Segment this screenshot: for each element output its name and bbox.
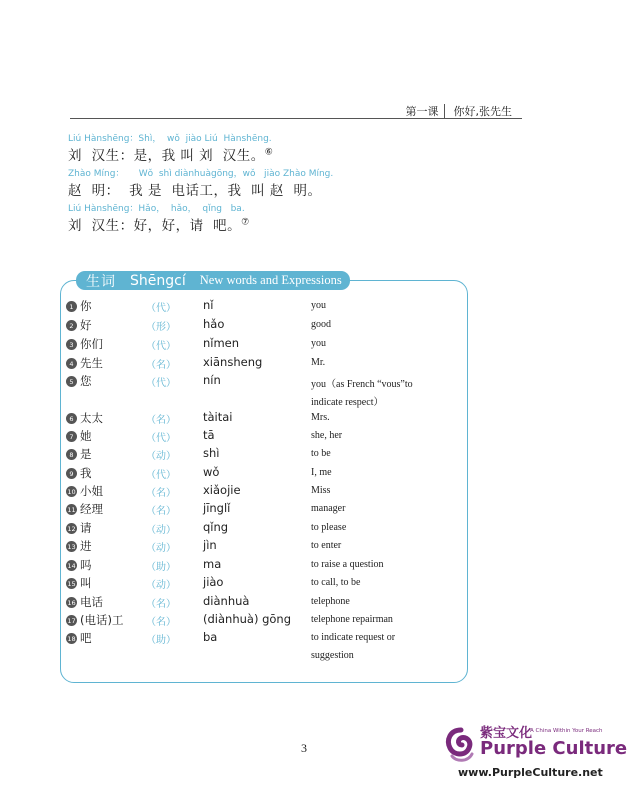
vocab-word: 小姐	[80, 484, 103, 498]
vocab-english: telephone repairman	[311, 614, 393, 625]
vocab-english: to please	[311, 522, 347, 533]
vocab-pinyin: nǐ	[203, 298, 214, 312]
purple-culture-watermark	[444, 720, 627, 788]
vocab-pinyin: ma	[203, 557, 222, 571]
vocab-number-badge: 3	[66, 339, 77, 350]
vocab-number-badge: 10	[67, 487, 76, 496]
vocab-word: (电话)工	[80, 613, 124, 627]
vocab-number-badge: 17	[67, 616, 76, 625]
dialogue-text: 赵 明： 我 是 电话工，我 叫 赵 明。	[68, 183, 322, 199]
dialogue-text: 刘 汉生：是，我 叫 刘 汉生。	[68, 148, 265, 164]
vocab-number-badge: 11	[67, 505, 76, 514]
vocab-title-zh: 生词	[86, 273, 116, 290]
vocab-word: 你	[80, 299, 92, 313]
vocab-english-continued: indicate respect）	[311, 397, 384, 408]
vocab-pinyin: qǐng	[203, 520, 229, 534]
footnote-marker: ⑥	[264, 147, 274, 158]
vocab-word: 你们	[80, 337, 103, 351]
vocab-english: to indicate request or	[311, 632, 396, 643]
vocab-english: Mr.	[311, 357, 326, 368]
vocab-number-badge: 12	[67, 524, 76, 533]
vocab-english: telephone	[311, 596, 350, 607]
vocab-part-of-speech: （名）	[146, 599, 176, 610]
dialogue	[68, 131, 538, 236]
vocab-word: 吗	[80, 558, 92, 572]
vocab-word: 太太	[80, 411, 103, 425]
vocab-part-of-speech: （形）	[146, 322, 176, 333]
vocab-english: Miss	[311, 485, 331, 496]
vocab-part-of-speech: （动）	[146, 543, 176, 554]
vocab-title	[76, 271, 350, 290]
vocab-number-badge: 18	[67, 634, 76, 643]
vocab-word: 请	[80, 521, 92, 535]
vocab-part-of-speech: （名）	[146, 360, 176, 371]
vocab-number-badge: 15	[67, 579, 76, 588]
vocab-part-of-speech: （名）	[146, 506, 176, 517]
watermark-url: www.PurpleCulture.net	[458, 766, 603, 779]
vocab-word: 是	[80, 447, 92, 461]
dialogue-hanzi	[68, 144, 538, 166]
vocab-part-of-speech: （助）	[146, 635, 176, 646]
vocab-part-of-speech: （动）	[146, 451, 176, 462]
dialogue-pinyin: Zhào Míng： Wǒ shì diànhuàgōng，wǒ jiào Zhào Míng.	[68, 169, 334, 179]
vocab-word: 您	[80, 374, 92, 388]
vocab-english: you	[311, 300, 326, 311]
vocab-part-of-speech: （动）	[146, 525, 176, 536]
dialogue-text: 刘 汉生：好，好，请 吧。	[68, 218, 242, 234]
watermark-name-zh: 紫宝文化	[480, 726, 533, 741]
vocab-english: she, her	[311, 430, 343, 441]
vocab-number-badge: 2	[66, 320, 77, 331]
vocab-part-of-speech: （名）	[146, 617, 176, 628]
footnote-marker: ⑦	[241, 217, 250, 228]
vocab-word: 好	[80, 318, 92, 332]
vocab-number-badge: 8	[66, 449, 77, 460]
vocab-pinyin: xiānsheng	[203, 355, 263, 369]
vocab-english: good	[311, 319, 331, 330]
vocab-pinyin: nín	[203, 373, 221, 387]
vocab-pinyin: tàitai	[203, 410, 233, 424]
vocab-part-of-speech: （名）	[146, 415, 176, 426]
vocab-word: 吧	[80, 631, 92, 645]
vocab-number-badge: 14	[67, 561, 76, 570]
vocab-word: 经理	[80, 502, 103, 516]
running-header	[406, 103, 513, 119]
vocab-word: 电话	[80, 595, 103, 609]
vocab-part-of-speech: （代）	[146, 470, 176, 481]
vocab-pinyin: xiǎojie	[203, 483, 241, 497]
vocab-pinyin: tā	[203, 428, 215, 442]
vocab-number-badge: 1	[66, 301, 77, 312]
vocab-english: you	[311, 338, 326, 349]
vocab-pinyin: hǎo	[203, 317, 225, 331]
vocab-part-of-speech: （代）	[146, 378, 176, 389]
vocab-english: you（as French “vous”to	[311, 379, 413, 390]
vocab-pinyin: wǒ	[203, 465, 220, 479]
vocab-number-badge: 4	[66, 358, 77, 369]
vocab-pinyin: nǐmen	[203, 336, 240, 350]
dialogue-hanzi	[68, 214, 538, 236]
vocab-english: I, me	[311, 467, 332, 478]
vocab-pinyin: ba	[203, 630, 218, 644]
watermark-name: Purple Culture	[480, 738, 627, 759]
dialogue-pinyin: Liú Hànshēng：Hǎo， hǎo， qǐng ba.	[68, 204, 245, 214]
vocab-pinyin: jīnglǐ	[203, 501, 231, 515]
vocab-pinyin: (diànhuà) gōng	[203, 612, 292, 626]
vocab-english-continued: suggestion	[311, 650, 354, 661]
lesson-title: 你好,张先生	[453, 105, 512, 118]
vocab-number-badge: 5	[66, 376, 77, 387]
vocab-english: to be	[311, 448, 331, 459]
vocab-word: 先生	[80, 356, 103, 370]
vocab-word: 叫	[80, 576, 92, 590]
vocab-word: 她	[80, 429, 92, 443]
vocab-english: Mrs.	[311, 412, 330, 423]
vocab-word: 进	[80, 539, 92, 553]
header-divider	[444, 104, 445, 118]
vocab-pinyin: diànhuà	[203, 594, 250, 608]
vocab-number-badge: 16	[67, 598, 76, 607]
vocab-english: to raise a question	[311, 559, 384, 570]
vocab-english: manager	[311, 503, 346, 514]
vocab-pinyin: jìn	[203, 538, 217, 552]
dialogue-hanzi	[68, 179, 538, 201]
vocab-part-of-speech: （动）	[146, 580, 176, 591]
vocab-part-of-speech: （代）	[146, 303, 176, 314]
vocab-english: to call, to be	[311, 577, 361, 588]
vocab-number-badge: 7	[66, 431, 77, 442]
header-rule	[70, 118, 522, 119]
vocab-part-of-speech: （代）	[146, 433, 176, 444]
vocab-number-badge: 6	[66, 413, 77, 424]
vocab-title-en: New words and Expressions	[199, 273, 342, 287]
vocab-part-of-speech: （名）	[146, 488, 176, 499]
page-number: 3	[301, 741, 307, 755]
lesson-label: 第一课	[405, 105, 439, 118]
vocab-part-of-speech: （助）	[146, 562, 176, 573]
vocab-number-badge: 9	[66, 468, 77, 479]
vocab-part-of-speech: （代）	[146, 341, 176, 352]
vocab-number-badge: 13	[67, 542, 76, 551]
vocab-pinyin: shì	[203, 446, 220, 460]
swirl-logo-icon	[444, 726, 478, 766]
vocab-english: to enter	[311, 540, 342, 551]
vocab-word: 我	[80, 466, 92, 480]
watermark-tagline: A China Within Your Reach	[530, 728, 603, 734]
vocab-title-pinyin: Shēngcí	[130, 272, 186, 289]
dialogue-pinyin: Liú Hànshēng：Shì， wǒ jiào Liú Hànshēng.	[68, 134, 272, 144]
vocab-pinyin: jiào	[203, 575, 224, 589]
